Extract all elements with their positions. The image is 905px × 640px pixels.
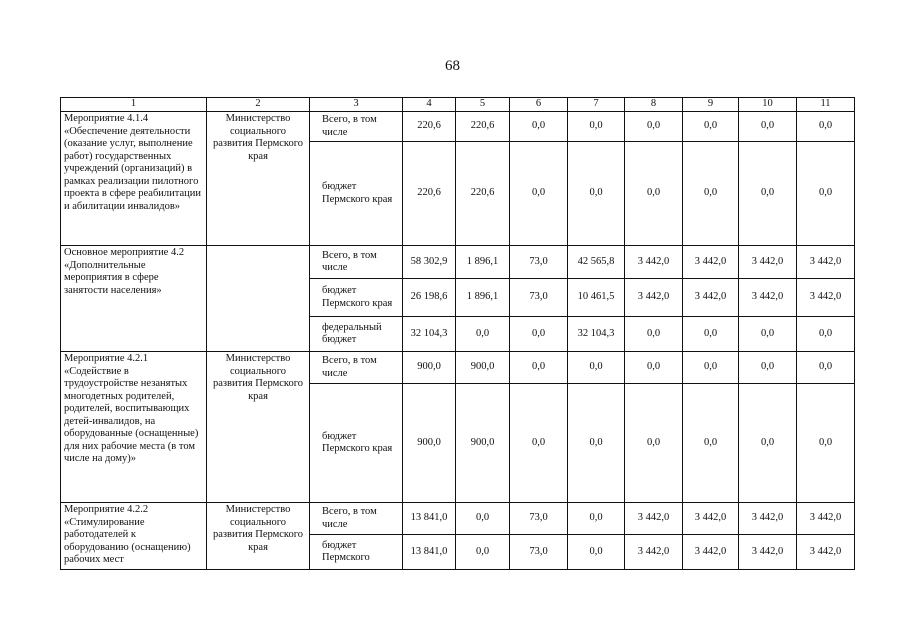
amount-cell: 26 198,6: [403, 279, 456, 317]
amount-cell: 3 442,0: [739, 503, 797, 535]
activity-cell: Мероприятие 4.1.4 «Обеспечение деятельности (оказание услуг, выполнение работ) государственных учреждений (организаций) в рамках реализации пилотного проекта в сфере реабилитации и абилитации инвалидов»: [61, 112, 207, 246]
activity-cell: Мероприятие 4.2.1 «Содействие в трудоустройстве незанятых многодетных родителей, родителей, воспитывающих детей-инвалидов, на оборудованные (оснащенные) для них рабочие места (в том числе на дому)»: [61, 352, 207, 503]
header-cell: 5: [456, 98, 510, 112]
amount-cell: 900,0: [403, 352, 456, 384]
amount-cell: 0,0: [568, 535, 625, 570]
amount-cell: 0,0: [568, 503, 625, 535]
funding-source-cell: Всего, в том числе: [310, 352, 403, 384]
executor-cell: [207, 246, 310, 352]
funding-source-cell: Всего, в том числе: [310, 503, 403, 535]
amount-cell: 0,0: [739, 384, 797, 503]
funding-source-cell: федеральный бюджет: [310, 317, 403, 352]
amount-cell: 10 461,5: [568, 279, 625, 317]
funding-source-cell: бюджет Пермского края: [310, 384, 403, 503]
amount-cell: 220,6: [456, 112, 510, 142]
amount-cell: 0,0: [510, 142, 568, 246]
amount-cell: 3 442,0: [683, 503, 739, 535]
amount-cell: 0,0: [456, 503, 510, 535]
amount-cell: 0,0: [683, 112, 739, 142]
amount-cell: 0,0: [625, 142, 683, 246]
header-cell: 6: [510, 98, 568, 112]
amount-cell: 32 104,3: [403, 317, 456, 352]
funding-source-cell: Всего, в том числе: [310, 112, 403, 142]
header-cell: 4: [403, 98, 456, 112]
amount-cell: 73,0: [510, 503, 568, 535]
amount-cell: 73,0: [510, 535, 568, 570]
amount-cell: 1 896,1: [456, 246, 510, 279]
table-row: [61, 112, 855, 142]
amount-cell: 0,0: [625, 352, 683, 384]
header-cell: 11: [797, 98, 855, 112]
amount-cell: 3 442,0: [683, 535, 739, 570]
amount-cell: 0,0: [510, 112, 568, 142]
table-row: [61, 503, 855, 535]
header-row: [61, 98, 855, 112]
amount-cell: 0,0: [739, 317, 797, 352]
amount-cell: 0,0: [568, 112, 625, 142]
amount-cell: 3 442,0: [625, 535, 683, 570]
amount-cell: 900,0: [456, 352, 510, 384]
header-cell: 9: [683, 98, 739, 112]
amount-cell: 32 104,3: [568, 317, 625, 352]
header-cell: 8: [625, 98, 683, 112]
amount-cell: 0,0: [797, 112, 855, 142]
amount-cell: 3 442,0: [797, 246, 855, 279]
executor-cell: Министерство социального развития Пермского края: [207, 503, 310, 570]
amount-cell: 3 442,0: [797, 503, 855, 535]
amount-cell: 3 442,0: [797, 279, 855, 317]
page-number: 68: [445, 58, 460, 74]
amount-cell: 13 841,0: [403, 535, 456, 570]
amount-cell: 0,0: [456, 317, 510, 352]
amount-cell: 220,6: [456, 142, 510, 246]
amount-cell: 0,0: [625, 112, 683, 142]
funding-source-cell: Всего, в том числе: [310, 246, 403, 279]
header-cell: 2: [207, 98, 310, 112]
header-cell: 1: [61, 98, 207, 112]
budget-table: [60, 97, 855, 570]
activity-cell: Мероприятие 4.2.2 «Стимулирование работодателей к оборудованию (оснащению) рабочих мест: [61, 503, 207, 570]
amount-cell: 0,0: [739, 352, 797, 384]
amount-cell: 0,0: [797, 384, 855, 503]
amount-cell: 900,0: [456, 384, 510, 503]
amount-cell: 0,0: [568, 352, 625, 384]
amount-cell: 0,0: [568, 142, 625, 246]
amount-cell: 0,0: [797, 142, 855, 246]
amount-cell: 0,0: [456, 535, 510, 570]
table-row: [61, 352, 855, 384]
amount-cell: 0,0: [510, 352, 568, 384]
funding-source-cell: бюджет Пермского края: [310, 142, 403, 246]
amount-cell: 0,0: [568, 384, 625, 503]
amount-cell: 0,0: [683, 142, 739, 246]
amount-cell: 0,0: [739, 142, 797, 246]
amount-cell: 220,6: [403, 142, 456, 246]
executor-cell: Министерство социального развития Пермского края: [207, 112, 310, 246]
amount-cell: 0,0: [683, 352, 739, 384]
amount-cell: 0,0: [797, 352, 855, 384]
amount-cell: 220,6: [403, 112, 456, 142]
amount-cell: 3 442,0: [625, 279, 683, 317]
header-cell: 10: [739, 98, 797, 112]
executor-cell: Министерство социального развития Пермского края: [207, 352, 310, 503]
amount-cell: 3 442,0: [739, 535, 797, 570]
amount-cell: 3 442,0: [739, 246, 797, 279]
amount-cell: 0,0: [625, 384, 683, 503]
amount-cell: 3 442,0: [625, 503, 683, 535]
amount-cell: 900,0: [403, 384, 456, 503]
header-cell: 3: [310, 98, 403, 112]
amount-cell: 13 841,0: [403, 503, 456, 535]
amount-cell: 73,0: [510, 246, 568, 279]
amount-cell: 0,0: [683, 317, 739, 352]
amount-cell: 3 442,0: [625, 246, 683, 279]
amount-cell: 3 442,0: [739, 279, 797, 317]
table-row: [61, 246, 855, 279]
amount-cell: 3 442,0: [797, 535, 855, 570]
amount-cell: 0,0: [739, 112, 797, 142]
amount-cell: 0,0: [683, 384, 739, 503]
amount-cell: 0,0: [510, 317, 568, 352]
funding-source-cell: бюджет Пермского: [310, 535, 403, 570]
amount-cell: 1 896,1: [456, 279, 510, 317]
amount-cell: 0,0: [797, 317, 855, 352]
funding-source-cell: бюджет Пермского края: [310, 279, 403, 317]
amount-cell: 3 442,0: [683, 246, 739, 279]
amount-cell: 73,0: [510, 279, 568, 317]
amount-cell: 0,0: [510, 384, 568, 503]
amount-cell: 58 302,9: [403, 246, 456, 279]
amount-cell: 3 442,0: [683, 279, 739, 317]
header-cell: 7: [568, 98, 625, 112]
amount-cell: 42 565,8: [568, 246, 625, 279]
amount-cell: 0,0: [625, 317, 683, 352]
activity-cell: Основное мероприятие 4.2 «Дополнительные мероприятия в сфере занятости населения»: [61, 246, 207, 352]
